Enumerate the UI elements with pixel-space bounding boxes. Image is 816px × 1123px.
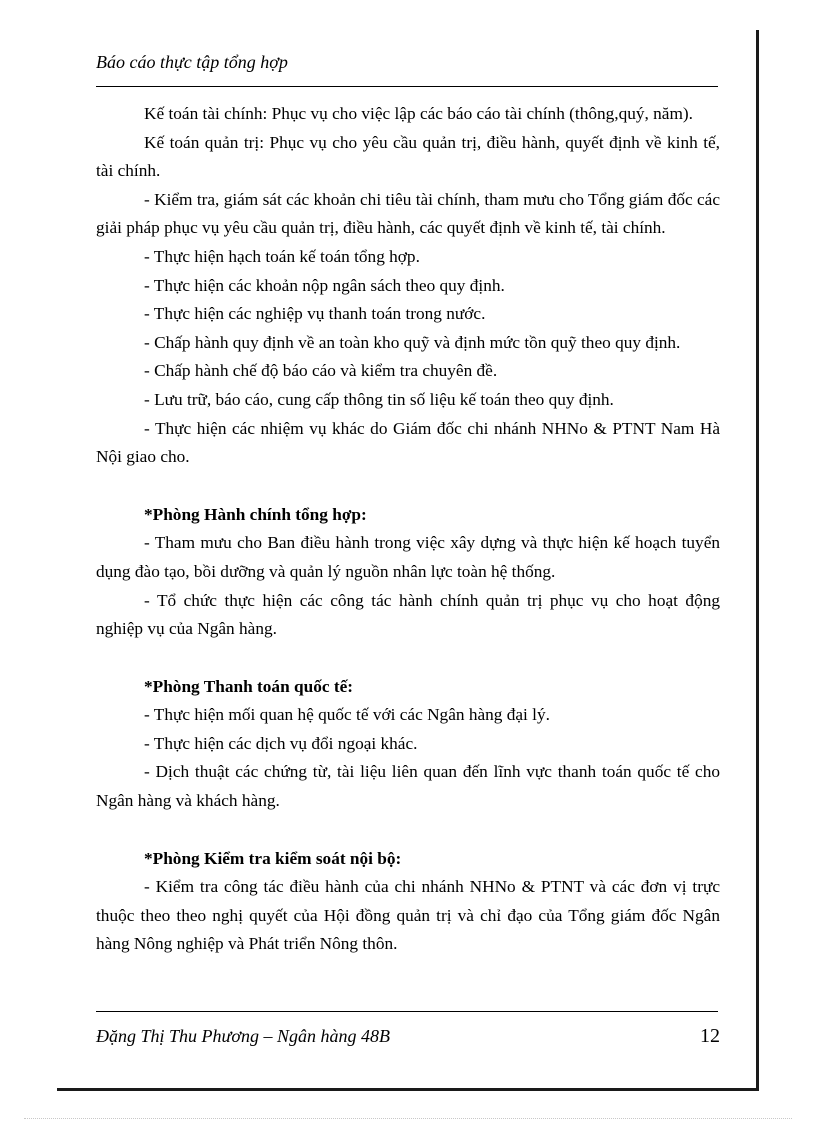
body-paragraph: - Thực hiện các nhiệm vụ khác do Giám đốc chi nhánh NHNo & PTNT Nam Hà Nội giao cho. xyxy=(96,418,720,467)
section-spacer xyxy=(96,472,720,501)
body-paragraph: - Thực hiện hạch toán kế toán tổng hợp. xyxy=(144,246,420,266)
body-paragraph: Kế toán quản trị: Phục vụ cho yêu cầu quản trị, điều hành, quyết định về kinh tế, tài chính. xyxy=(96,132,720,181)
body-paragraph: Kế toán tài chính: Phục vụ cho việc lập các báo cáo tài chính (thông,quý, năm). xyxy=(144,104,693,123)
body-paragraph: - Kiểm tra, giám sát các khoản chi tiêu tài chính, tham mưu cho Tổng giám đốc các giải pháp phục vụ yêu cầu quản trị, điều hành, các quyết định về kinh tế, tài chính. xyxy=(96,189,720,238)
page-edge xyxy=(24,1118,792,1119)
body-paragraph: - Tổ chức thực hiện các công tác hành chính quản trị phục vụ cho hoạt động nghiệp vụ của Ngân hàng. xyxy=(96,590,720,639)
section-heading: *Phòng Kiểm tra kiểm soát nội bộ: xyxy=(144,848,402,868)
body-paragraph: - Chấp hành quy định về an toàn kho quỹ và định mức tồn quỹ theo quy định. xyxy=(144,332,681,352)
document-body xyxy=(96,100,720,959)
footer-divider xyxy=(96,1011,718,1012)
running-header: Báo cáo thực tập tổng hợp xyxy=(96,52,288,72)
body-paragraph: - Tham mưu cho Ban điều hành trong việc xây dựng và thực hiện kế hoạch tuyển dụng đào tạo, bồi dưỡng và quản lý nguồn nhân lực toàn hệ thống. xyxy=(96,533,720,581)
footer-author: Đặng Thị Thu Phương – Ngân hàng 48B xyxy=(96,1026,390,1046)
section-heading: *Phòng Hành chính tổng hợp: xyxy=(144,504,367,524)
body-paragraph: - Thực hiện các dịch vụ đổi ngoại khác. xyxy=(144,733,418,753)
section-spacer xyxy=(96,816,720,845)
body-paragraph: - Thực hiện mối quan hệ quốc tế với các Ngân hàng đại lý. xyxy=(144,705,550,725)
body-paragraph: - Lưu trữ, báo cáo, cung cấp thông tin số liệu kế toán theo quy định. xyxy=(144,389,614,409)
body-paragraph: - Dịch thuật các chứng từ, tài liệu liên quan đến lĩnh vực thanh toán quốc tế cho Ngân hàng và khách hàng. xyxy=(96,762,720,811)
header-divider xyxy=(96,86,718,87)
body-paragraph: - Kiểm tra công tác điều hành của chi nhánh NHNo & PTNT và các đơn vị trực thuộc theo theo nghị quyết của Hội đồng quản trị và chỉ đạo của Tổng giám đốc Ngân hàng Nông nghiệp và Phát triển Nông thôn. xyxy=(96,877,720,954)
page-shadow-bottom xyxy=(57,1088,759,1091)
body-paragraph: - Chấp hành chế độ báo cáo và kiểm tra chuyên đề. xyxy=(144,361,498,381)
body-paragraph: - Thực hiện các nghiệp vụ thanh toán trong nước. xyxy=(144,304,486,324)
section-heading: *Phòng Thanh toán quốc tế: xyxy=(144,676,354,696)
section-spacer xyxy=(96,644,720,673)
page-number: 12 xyxy=(700,1025,720,1047)
page-shadow-right xyxy=(756,30,759,1090)
body-paragraph: - Thực hiện các khoản nộp ngân sách theo quy định. xyxy=(144,275,505,295)
